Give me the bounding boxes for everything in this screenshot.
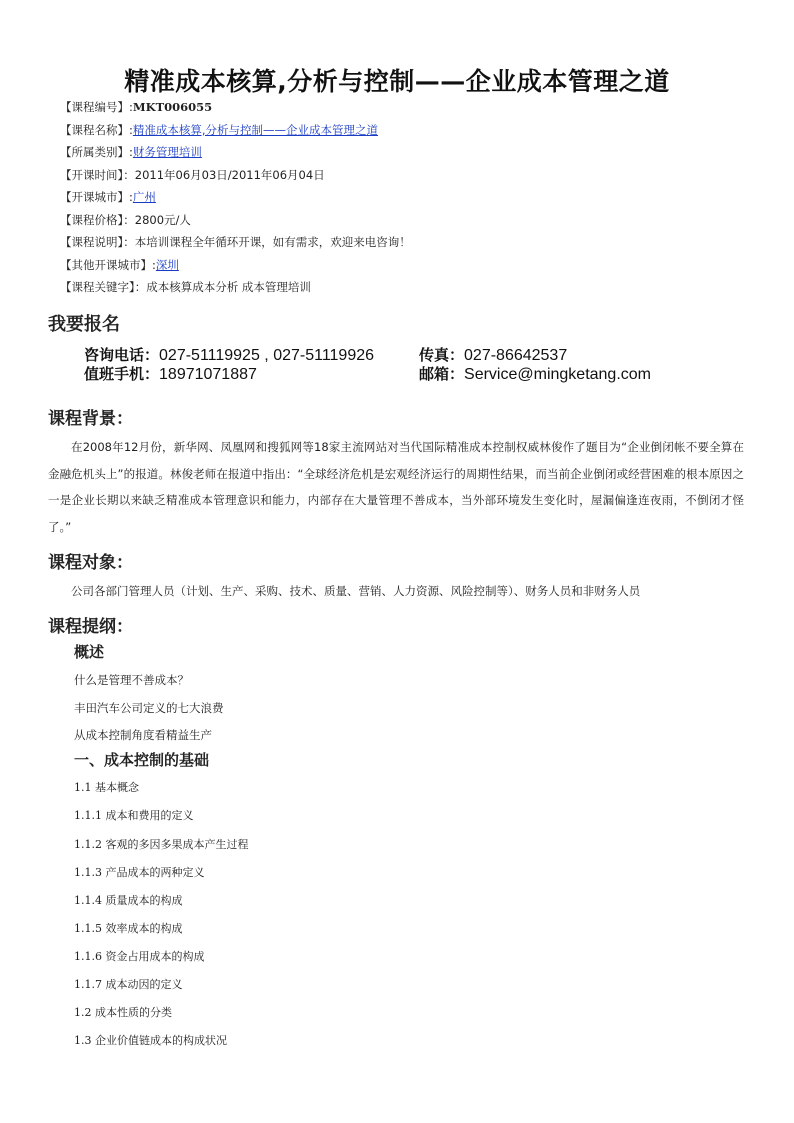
phone-value: 027-51119925 , 027-51119926 [159,347,375,364]
info-row [60,96,411,119]
info-key: 【课程价格】 [60,212,124,227]
outline-item: 1.1.5 效率成本的构成 [74,922,183,935]
info-value: 2011年06月03日/2011年06月04日 [134,167,325,182]
mobile-value: 18971071887 [159,366,257,383]
info-value[interactable]: 广州 [132,190,156,204]
info-row [60,254,411,277]
fax-line [419,344,567,365]
email-value[interactable]: Service@mingketang.com [464,366,651,383]
document-title: 精准成本核算,分析与控制——企业成本管理之道 [124,67,670,96]
outline-item: 1.1.7 成本动因的定义 [74,978,183,991]
info-row [60,141,411,164]
info-separator: : [129,122,133,137]
phone-label: 咨询电话： [84,346,160,364]
info-key: 【开课时间】 [60,167,124,182]
info-separator: : [152,257,156,272]
course-info [60,96,411,299]
info-value[interactable]: 精准成本核算,分析与控制——企业成本管理之道 [132,122,379,137]
info-key: 【课程说明】 [60,235,124,249]
info-separator: : [129,145,133,159]
info-row [60,119,411,142]
outline-item: 1.1.2 客观的多因多果成本产生过程 [74,838,249,851]
fax-value: 027-86642537 [464,347,568,364]
outline-item: 1.3 企业价值链成本的构成状况 [74,1034,227,1047]
outline-item: 1.1.4 质量成本的构成 [74,894,183,907]
info-separator: ： [123,167,135,182]
info-row [60,164,411,187]
info-separator: : [129,190,133,204]
info-value: MKT006055 [132,100,213,114]
outline-heading: 课程提纲： [48,617,133,637]
background-heading: 课程背景： [48,409,133,429]
info-row [60,276,411,299]
info-key: 【课程关键字】 [60,280,135,294]
info-separator: ： [134,280,147,294]
phone-line [84,344,374,365]
outline-item: 1.1 基本概念 [74,781,139,794]
info-separator: : [129,100,133,114]
info-separator: ： [123,235,135,249]
outline-item: 1.1.1 成本和费用的定义 [74,809,194,822]
overview-item: 从成本控制角度看精益生产 [74,728,212,742]
mobile-label: 值班手机： [84,365,160,383]
info-key: 【开课城市】 [60,190,129,204]
mobile-line [84,363,257,384]
info-key: 【课程名称】 [60,122,129,137]
info-separator: ： [123,212,135,227]
email-line [419,363,651,384]
info-value: 本培训课程全年循环开课，如有需求，欢迎来电咨询！ [134,235,411,249]
outline-item: 1.1.3 产品成本的两种定义 [74,866,205,879]
register-heading: 我要报名 [48,314,120,335]
info-value[interactable]: 深圳 [155,257,179,272]
outline-item: 1.1.6 资金占用成本的构成 [74,950,205,963]
audience-text: 公司各部门管理人员（计划、生产、采购、技术、质量、营销、人力资源、风险控制等）、财务人员和非财务人员 [71,584,641,598]
overview-heading: 概述 [74,643,105,661]
info-value: 2800元/人 [134,212,191,227]
info-row [60,186,411,209]
info-row [60,231,411,254]
info-key: 【其他开课城市】 [60,257,152,272]
section1-heading: 一、成本控制的基础 [74,751,210,769]
info-row [60,209,411,232]
overview-item: 什么是管理不善成本？ [74,673,189,687]
info-value[interactable]: 财务管理培训 [132,145,202,159]
outline-item: 1.2 成本性质的分类 [74,1006,172,1019]
background-text: 在2008年12月份，新华网、凤凰网和搜狐网等18家主流网站对当代国际精准成本控制权威林俊作了题目为“企业倒闭帐不要全算在金融危机头上”的报道。林俊老师在报道中指出：“全球经济危机是宏观经济运行的周期性结果，而当前企业倒闭或经营困难的根本原因之一是企业长期以来缺乏精准成本管理意识和能力，内部存在大量管理不善成本，当外部环境发生变化时，屋漏偏逢连夜雨，不倒闭才怪了。” [48,440,744,534]
fax-label: 传真： [419,346,465,364]
email-label: 邮箱： [419,365,465,383]
audience-heading: 课程对象： [48,553,133,573]
info-key: 【所属类别】 [60,145,129,159]
info-value: 成本核算成本分析 成本管理培训 [146,280,311,294]
info-key: 【课程编号】 [60,100,129,114]
overview-item: 丰田汽车公司定义的七大浪费 [74,701,224,715]
